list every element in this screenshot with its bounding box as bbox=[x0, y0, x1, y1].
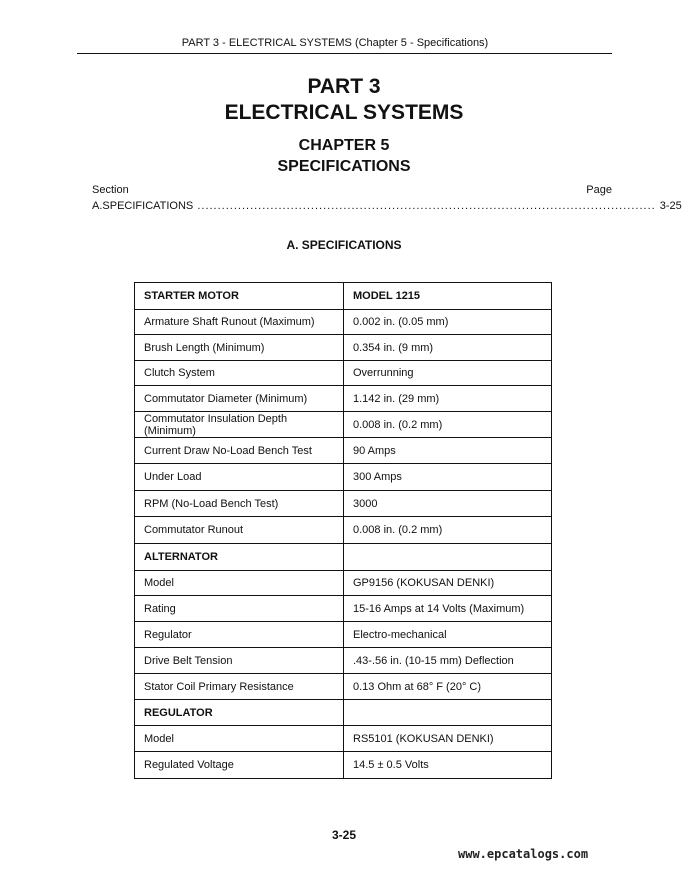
table-row bbox=[135, 596, 552, 622]
spec-value: 1.142 in. (29 mm) bbox=[344, 386, 552, 412]
table-row bbox=[135, 648, 552, 674]
toc-entry-letter: A. bbox=[92, 200, 103, 212]
spec-label: Under Load bbox=[135, 464, 344, 491]
header-rule bbox=[77, 53, 612, 54]
toc-page-label: Page bbox=[586, 184, 612, 196]
spec-value: 0.13 Ohm at 68° F (20° C) bbox=[344, 674, 552, 700]
spec-label: RPM (No-Load Bench Test) bbox=[135, 491, 344, 517]
table-row bbox=[135, 283, 552, 310]
spec-label: Regulator bbox=[135, 622, 344, 648]
spec-value: 0.008 in. (0.2 mm) bbox=[344, 517, 552, 544]
spec-value: .43-.56 in. (10-15 mm) Deflection bbox=[344, 648, 552, 674]
spec-label: Commutator Diameter (Minimum) bbox=[135, 386, 344, 412]
chapter-title-line2: SPECIFICATIONS bbox=[277, 158, 411, 175]
toc-header bbox=[92, 184, 612, 196]
page-number: 3-25 bbox=[331, 828, 357, 842]
watermark: www.epcatalogs.com bbox=[458, 847, 589, 861]
spec-value: 0.008 in. (0.2 mm) bbox=[344, 412, 552, 438]
table-row bbox=[135, 361, 552, 386]
spec-label: Stator Coil Primary Resistance bbox=[135, 674, 344, 700]
spec-label: Clutch System bbox=[135, 361, 344, 386]
table-group-heading: STARTER MOTOR bbox=[135, 283, 344, 310]
table-row bbox=[135, 335, 552, 361]
table-row bbox=[135, 622, 552, 648]
section-heading: A. SPECIFICATIONS bbox=[286, 238, 402, 252]
table-row bbox=[135, 571, 552, 596]
spec-label: Commutator Insulation Depth (Minimum) bbox=[135, 412, 344, 438]
table-row bbox=[135, 464, 552, 491]
spec-value: 15-16 Amps at 14 Volts (Maximum) bbox=[344, 596, 552, 622]
specifications-table bbox=[134, 282, 552, 779]
table-group-value bbox=[344, 544, 552, 571]
spec-label: Brush Length (Minimum) bbox=[135, 335, 344, 361]
spec-label: Commutator Runout bbox=[135, 517, 344, 544]
table-row bbox=[135, 752, 552, 779]
table-row bbox=[135, 491, 552, 517]
spec-value: 3000 bbox=[344, 491, 552, 517]
toc-dot-leader: ................................................................................................................. bbox=[193, 200, 656, 212]
table-group-value bbox=[344, 700, 552, 726]
spec-value: 14.5 ± 0.5 Volts bbox=[344, 752, 552, 779]
chapter-title-line1: CHAPTER 5 bbox=[298, 137, 390, 154]
table-row bbox=[135, 412, 552, 438]
spec-value: 0.002 in. (0.05 mm) bbox=[344, 310, 552, 335]
spec-label: Model bbox=[135, 571, 344, 596]
table-group-value: MODEL 1215 bbox=[344, 283, 552, 310]
toc-entry-title: SPECIFICATIONS bbox=[102, 200, 194, 212]
spec-label: Model bbox=[135, 726, 344, 752]
spec-value: 90 Amps bbox=[344, 438, 552, 464]
table-group-heading: REGULATOR bbox=[135, 700, 344, 726]
toc-entry[interactable] bbox=[92, 200, 682, 212]
table-row bbox=[135, 544, 552, 571]
part-title bbox=[0, 74, 688, 126]
spec-label: Armature Shaft Runout (Maximum) bbox=[135, 310, 344, 335]
table-row bbox=[135, 674, 552, 700]
running-head: PART 3 - ELECTRICAL SYSTEMS (Chapter 5 - Specifications) bbox=[181, 37, 489, 49]
table-row bbox=[135, 726, 552, 752]
spec-label: Regulated Voltage bbox=[135, 752, 344, 779]
table-group-heading: ALTERNATOR bbox=[135, 544, 344, 571]
table-row bbox=[135, 386, 552, 412]
spec-value: 0.354 in. (9 mm) bbox=[344, 335, 552, 361]
spec-label: Current Draw No-Load Bench Test bbox=[135, 438, 344, 464]
part-title-line1: PART 3 bbox=[307, 75, 381, 98]
spec-value: Electro-mechanical bbox=[344, 622, 552, 648]
toc-section-label: Section bbox=[92, 184, 129, 196]
spec-value: 300 Amps bbox=[344, 464, 552, 491]
table-row bbox=[135, 700, 552, 726]
chapter-title bbox=[0, 135, 688, 177]
spec-label: Drive Belt Tension bbox=[135, 648, 344, 674]
spec-value: GP9156 (KOKUSAN DENKI) bbox=[344, 571, 552, 596]
part-title-line2: ELECTRICAL SYSTEMS bbox=[224, 101, 464, 124]
table-row bbox=[135, 438, 552, 464]
spec-value: Overrunning bbox=[344, 361, 552, 386]
table-row bbox=[135, 517, 552, 544]
toc-entry-page: 3-25 bbox=[659, 200, 682, 212]
spec-label: Rating bbox=[135, 596, 344, 622]
table-row bbox=[135, 310, 552, 335]
spec-value: RS5101 (KOKUSAN DENKI) bbox=[344, 726, 552, 752]
